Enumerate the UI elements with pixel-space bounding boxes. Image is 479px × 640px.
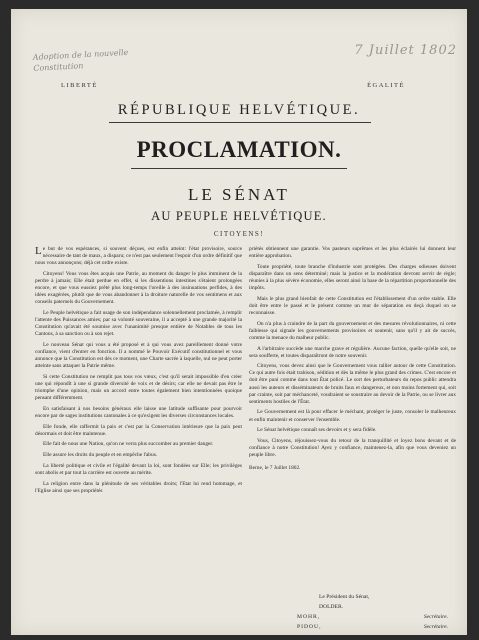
paragraph: On n'a plus à craindre de la part du gouvernement et des mesures révolutionnaires, ni cette faiblesse qui signale les gouvernements provisoires et soutenir, sans qu'il y ait de succès, comme la menace du malheur public. — [249, 320, 456, 341]
handwritten-date: 7 Juillet 1802 — [354, 43, 457, 58]
paragraph: A l'arbitraire succède une marche grave et régulière. Aucune faction, quelle qu'elle soit, ne sera soufferte, et toutes disparaîtront de notre souvenir. — [249, 345, 456, 359]
paragraph: Citoyens! Vous vous êtes acquis une Patrie, au moment du danger le plus imminent de la perdre à jamais; Elle était perdue en effet, si les dissentions intestines s'étaient prolongées encore, et que vous eussiez prêté plus long-temps l'oreille à des insinuations perfides, à des idées exagérées, plutôt que de vous abandonner à la droiture naturelle de vos sentimens et aux conseils paternels du Gouvernement. — [35, 270, 242, 306]
paragraph: Le but de vos espérances, si souvent déçues, est enfin atteint: l'état provisoire, source nécessaire de tant de maux, a disparu; ce n'est pas seulement l'espoir d'un ordre définitif que nous vous annonçons; déjà cet ordre existe. — [35, 245, 242, 267]
text-column-right — [249, 246, 456, 476]
motto-egalite: ÉGALITÉ — [367, 82, 405, 89]
secretary-row — [249, 622, 456, 632]
paragraph: Vous, Citoyens, réjouissez-vous du retour de la tranquillité et loyez bons devant et de confiance à notre Constitution! Ayez y confiance, maintenez-la, afin que vous deveniez un peuple libre. — [249, 437, 456, 459]
document-page — [11, 9, 467, 635]
subtitle-senat: LE SÉNAT — [188, 185, 290, 204]
secretary-name: PIDOU, — [297, 624, 322, 630]
handwritten-note-left: Adoption de la nouvelle Constitution — [32, 47, 129, 73]
paragraph: Mais le plus grand bienfait de cette Constitution est l'établissement d'un ordre stable. Elle doit être entre le passé et le présent comme un mur de séparation en deçà duquel on se reconnaisse. — [249, 295, 456, 316]
secretary-row — [249, 612, 456, 622]
paragraph: La religion entre dans la plénitude de ses véritables droits; l'Etat lui rend hommage, et l'Eglise ainsi que ses propriétés — [35, 480, 242, 494]
date-line: Berne, le 7 Juillet 1802. — [249, 465, 301, 472]
paragraph: Le Sénat helvétique connaît ses devoirs et y sera fidèle. — [257, 427, 377, 434]
paragraph: Elle fonde, elle raffermit la paix et c'est par la Conservation intérieure que la paix peut désormais et doit être maintenue. — [35, 423, 242, 437]
paragraph: Toute propriété, toute branche d'industrie sont protégées. Des charges odieuses doivent disparaître dans un sens déterminé; mais la justice et la modération devront servir de règle; réunies à la plus sévère économie, elles seront ainsi la base de la répartition proportionnelle des impôts. — [249, 263, 456, 292]
page-title: PROCLAMATION. — [136, 137, 342, 162]
paragraph: Si cette Constitution ne remplit pas tous vos vœux, c'est qu'il serait impossible d'en créer une qui répondît à une si grande diversité de voix et de désirs; car elle ne devait pas être le triomphe d'une opinion, mais un accord entre toutes également bien intentionnées quoique pensant différemment. — [35, 373, 242, 402]
text-column-left — [35, 246, 242, 498]
divider-rule — [109, 122, 371, 123]
paragraph: Elle fait de nous une Nation, qu'on ne verra plus succomber au premier danger. — [43, 441, 214, 448]
secretary-name: MOHR, — [297, 614, 321, 620]
divider-rule — [131, 168, 347, 169]
paragraph: priétés obtiennent une garantie. Vos pasteurs suprêmes et les plus éclairés lui donnent leur entière approbation. — [249, 246, 456, 260]
paragraph: En satisfaisant à nos besoins généraux elle laisse une latitude suffisante pour pourvoir encore par de sages institutions cantonales à ce qu'exigent les diverses circonstances locales. — [35, 405, 242, 419]
paragraph: La liberté politique et civile et l'égalité devant la loi, sont fondées sur Elle; les privilèges sont abolis et par tout la carrière est ouverte au mérite. — [35, 462, 242, 476]
president-name: DOLDER. — [319, 604, 344, 610]
signature-block — [249, 592, 456, 632]
secretary-role: Secrétaire. — [423, 614, 448, 620]
salutation: CITOYENS! — [213, 230, 265, 238]
paragraph: Citoyens, vous devez ainsi que le Gouvernement vous rallier autour de cette Constitution. Ce qui autre fois était trahison, sédition et dès la même le plus grand des crimes. C'est encore et doit être puni comme dans tout État policé. Le sort des perturbateurs du repos public attendra aussi les auteurs et disséminateurs de bruits faux et dangereux, et non moins fortement qui, soit par crainte, soit par méchanceté, voudraient se soustraire au devoir de la Patrie, ou se livrer aux sentiments hostiles de l'État. — [249, 363, 456, 405]
signature-title: Le Président du Sénat, — [319, 594, 370, 600]
secretary-role: Secrétaire. — [423, 624, 448, 630]
motto-liberte: LIBERTÉ — [61, 82, 98, 89]
republic-heading: RÉPUBLIQUE HELVÉTIQUE. — [117, 102, 361, 118]
paragraph: Le Peuple helvétique a fait usage de son indépendance solennellement proclamée, à remplir l'attente des Puissances amies; par sa volonté souveraine, il a accepté à une grande majorité la Constitution qu'avait été soumise avec l'unanimité presque entière de Notables de tous les Cantons, à sa sanction ou à son rejet. — [35, 309, 242, 338]
paragraph: Le nouveau Sénat qui vous a été proposé et à qui vous avez pareillement donné votre confiance, vient d'entrer en fonction. Il a nommé le Pouvoir Exécutif constitutionnel et vous annonce que la Constitution est dès ce moment, une Charte sacrée à laquelle, nul ne peut porter atteinte sans attaquer la Patrie même. — [35, 341, 242, 370]
paragraph: Le Gouvernement est là pour effacer le méchant, protéger le juste, consoler le malheureux et enfin maintenir et conserver l'ensemble. — [249, 409, 456, 423]
paragraph: Elle assure les droits du peuple et en empêche l'abus. — [43, 452, 158, 459]
subtitle-peuple: AU PEUPLE HELVÉTIQUE. — [151, 209, 327, 223]
